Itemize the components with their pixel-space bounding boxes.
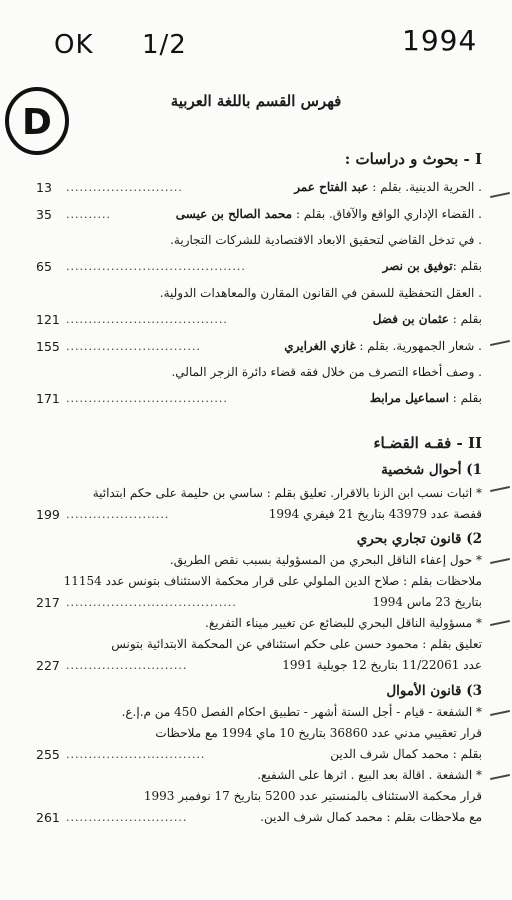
entry4-page: 121: [36, 312, 60, 327]
entry1-line: . الحرية الدينية. بقلم : عبد الفتاح عمر: [294, 180, 482, 194]
dot-leader: .......................: [66, 508, 170, 521]
dot-leader: ......................................: [66, 596, 237, 609]
sub1-heading: 1) أحوال شخصية: [381, 462, 482, 478]
entry4-author: عثمان بن فضل: [372, 312, 449, 326]
entry4-line1: . العقل التحفظية للسفن في القانون المقارن والمعاهدات الدولية.: [159, 286, 482, 300]
sub3-heading: 3) قانون الأموال: [386, 683, 482, 699]
sub1-line2: قفصة عدد 43979 بتاريخ 21 فيفري 1994: [268, 507, 482, 521]
entry3-line2: بقلم :توفيق بن نصر: [382, 259, 482, 273]
dot-leader: ...........................: [66, 659, 188, 672]
sub2-item2-line3: عدد 11/22061 بتاريخ 12 جويلية 1991: [282, 658, 482, 672]
sub2-item1-line1: * حول إعفاء الناقل البحري من المسؤولية بسبب نقص الطريق.: [169, 553, 482, 567]
margin-pen-mark: [490, 486, 510, 492]
page-title: فهرس القسم باللغة العربية: [170, 92, 342, 110]
entry2-page: 35: [36, 207, 52, 222]
dot-leader: ..............................: [66, 340, 201, 353]
margin-pen-mark: [490, 340, 510, 346]
sub3-item2-line3: مع ملاحظات بقلم : محمد كمال شرف الدين.: [260, 810, 482, 824]
entry1-author: عبد الفتاح عمر: [294, 180, 369, 194]
handwritten-part: 1/2: [142, 30, 187, 60]
sub3-item2-line2: قرار محكمة الاستئناف بالمنستير عدد 5200 بتاريخ 17 نوفمبر 1993: [143, 789, 482, 803]
entry6-page: 171: [36, 391, 60, 406]
dot-leader: ....................................: [66, 313, 228, 326]
entry3-page: 65: [36, 259, 52, 274]
entry5-author: غازي الغرايري: [284, 339, 356, 353]
sub3-item1-page: 255: [36, 747, 60, 762]
stamp-letter: D: [22, 102, 52, 143]
dot-leader: ...........................: [66, 811, 188, 824]
dot-leader: ...............................: [66, 748, 206, 761]
sub3-item1-line1: * الشفعة - قيام - أجل الستة أشهر - تطبيق احكام الفصل 450 من م.إ.ع.: [121, 705, 482, 719]
handwritten-ok: OK: [54, 30, 94, 60]
entry6-line1: . وصف أخطاء التصرف من خلال فقه قضاء دائرة الزجر المالي.: [171, 365, 482, 379]
entry4-line2: بقلم : عثمان بن فضل: [372, 312, 482, 326]
dot-leader: ..........: [66, 208, 111, 221]
sub3-item2-page: 261: [36, 810, 60, 825]
entry2-author: محمد الصالح بن عيسى: [175, 207, 293, 221]
sub2-item1-line3: بتاريخ 23 ماس 1994: [372, 595, 482, 609]
entry5-line: . شعار الجمهورية. بقلم : غازي الغرايري: [284, 339, 482, 353]
sub1-line1: * اثبات نسب ابن الزنا بالاقرار. تعليق بقلم : ساسي بن حليمة على حكم ابتدائية: [92, 486, 482, 500]
sub2-item2-line1: * مسؤولية الناقل البحري للبضائع عن تغيير ميناء التفريغ.: [205, 616, 482, 630]
entry3-line1: . في تدخل القاضي لتحقيق الابعاد الاقتصادية للشركات التجارية.: [170, 233, 482, 247]
margin-pen-mark: [490, 558, 510, 564]
entry5-page: 155: [36, 339, 60, 354]
sub2-item1-line2: ملاحظات بقلم : صلاح الدين الملولي على قرار محكمة الاستئناف بتونس عدد 11154: [63, 574, 482, 588]
sub2-item1-page: 217: [36, 595, 60, 610]
sub2-item2-line2: تعليق بقلم : محمود حسن على حكم استئنافي عن المحكمة الابتدائية بتونس: [111, 637, 482, 651]
sub2-item2-page: 227: [36, 658, 60, 673]
margin-pen-mark: [490, 192, 510, 198]
sub2-heading: 2) قانون تجاري بحري: [356, 531, 482, 547]
sub1-page: 199: [36, 507, 60, 522]
margin-pen-mark: [490, 710, 510, 716]
section2-heading: II - فقـه القضـاء: [373, 434, 482, 452]
dot-leader: ..........................: [66, 181, 183, 194]
entry1-page: 13: [36, 180, 52, 195]
entry6-line2: بقلم : اسماعيل مرابط: [369, 391, 482, 405]
entry3-author: توفيق بن نصر: [382, 259, 453, 273]
dot-leader: ....................................: [66, 392, 228, 405]
section1-heading: I - بحوث و دراسات :: [344, 150, 482, 168]
handwritten-year: 1994: [402, 24, 478, 57]
margin-pen-mark: [490, 620, 510, 626]
margin-pen-mark: [490, 774, 510, 780]
entry6-author: اسماعيل مرابط: [369, 391, 449, 405]
sub3-item1-line2: قرار تعقيبي مدني عدد 36860 بتاريخ 10 ماي 1994 مع ملاحظات: [155, 726, 482, 740]
sub3-item1-line3: بقلم : محمد كمال شرف الدين: [330, 747, 482, 761]
entry2-line: . القضاء الإداري الواقع والآفاق. بقلم : محمد الصالح بن عيسى: [175, 207, 482, 221]
sub3-item2-line1: * الشفعة . اقالة بعد البيع . اثرها على الشفيع.: [257, 768, 482, 782]
dot-leader: ........................................: [66, 260, 246, 273]
